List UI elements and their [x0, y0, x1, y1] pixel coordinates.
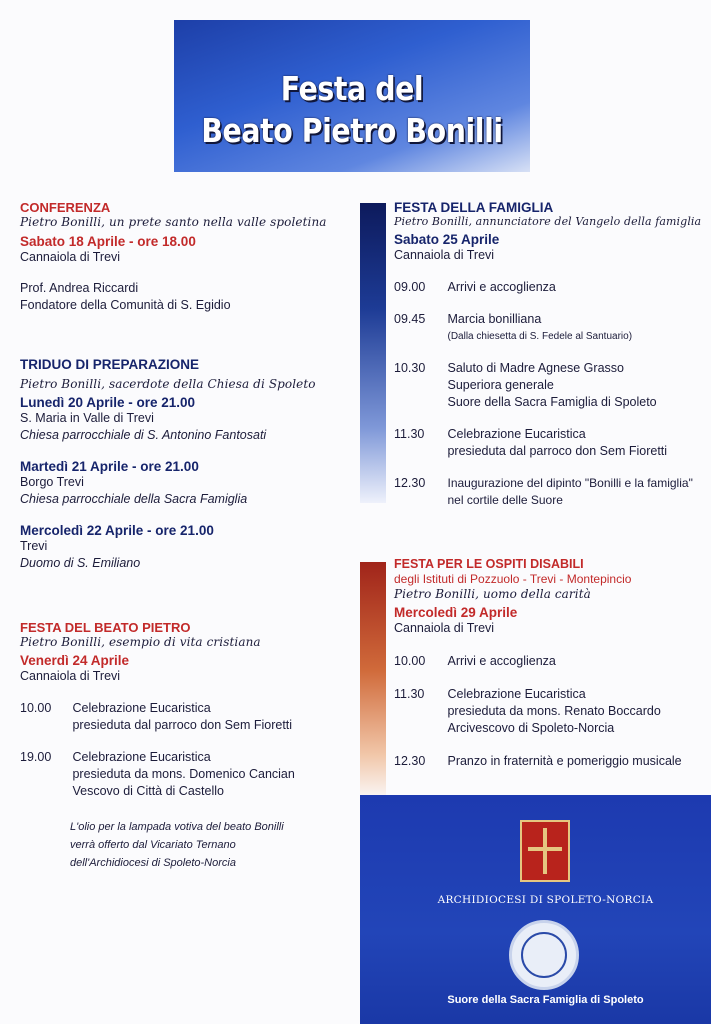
- conferenza-subtitle: Pietro Bonilli, un prete santo nella valle spoletina: [20, 215, 327, 229]
- schedule-row: [394, 279, 709, 296]
- triduo-place: Borgo Trevi: [20, 475, 84, 489]
- title-line-2: Beato Pietro Bonilli: [201, 111, 503, 150]
- schedule-text: Vescovo di Città di Castello: [72, 784, 224, 798]
- conferenza-section: [20, 200, 350, 314]
- archdiocese-name: ARCHIDIOCESI DI SPOLETO-NORCIA: [437, 894, 654, 906]
- festa-beato-subtitle: Pietro Bonilli, esempio di vita cristiana: [20, 635, 261, 649]
- schedule-text: Superiora generale: [447, 378, 554, 392]
- disabili-subtitle: Pietro Bonilli, uomo della carità: [394, 587, 591, 601]
- triduo-church: Duomo di S. Emiliano: [20, 556, 141, 570]
- schedule-text: Inaugurazione del dipinto "Bonilli e la famiglia": [447, 476, 693, 490]
- festa-beato-place: Cannaiola di Trevi: [20, 669, 121, 683]
- schedule-row: [20, 749, 350, 800]
- schedule-text: presieduta dal parroco don Sem Fioretti: [72, 718, 293, 732]
- conferenza-speaker-role: Fondatore della Comunità di S. Egidio: [20, 298, 231, 312]
- famiglia-place: Cannaiola di Trevi: [394, 248, 495, 262]
- schedule-time: 12.30: [394, 476, 426, 490]
- schedule-subnote: (Dalla chiesetta di S. Fedele al Santuario): [447, 331, 633, 342]
- note-line: dell'Archidiocesi di Spoleto-Norcia: [70, 857, 236, 869]
- schedule-row: [394, 653, 709, 670]
- triduo-item: [20, 523, 350, 572]
- schedule-time: 11.30: [394, 427, 425, 441]
- schedule-row: [394, 360, 709, 411]
- archdiocese-coat-of-arms-icon: [520, 820, 570, 882]
- schedule-time: 19.00: [20, 750, 52, 764]
- famiglia-section: [394, 200, 709, 509]
- schedule-text: Arrivi e accoglienza: [447, 280, 556, 294]
- schedule-text: Celebrazione Eucaristica: [72, 701, 211, 715]
- note-line: verrà offerto dal Vicariato Ternano: [70, 839, 236, 851]
- triduo-section: [20, 357, 350, 572]
- festa-beato-section: [20, 620, 350, 872]
- triduo-church: Chiesa parrocchiale della Sacra Famiglia: [20, 492, 248, 506]
- conferenza-title: CONFERENZA: [20, 200, 111, 215]
- schedule-row: [20, 700, 350, 734]
- seal-inner-ring: [521, 932, 567, 978]
- disabili-title: FESTA PER LE OSPITI DISABILI: [394, 557, 584, 571]
- schedule-row: [394, 686, 709, 737]
- festa-beato-title: FESTA DEL BEATO PIETRO: [20, 620, 191, 635]
- schedule-time: 10.00: [20, 701, 52, 715]
- schedule-time: 09.00: [394, 280, 426, 294]
- schedule-text: Arcivescovo di Spoleto-Norcia: [447, 721, 615, 735]
- disabili-date: Mercoledì 29 Aprile: [394, 605, 518, 620]
- triduo-item: [20, 459, 350, 508]
- schedule-row: [394, 311, 709, 345]
- schedule-text: presieduta da mons. Renato Boccardo: [447, 704, 661, 718]
- famiglia-subtitle: Pietro Bonilli, annunciatore del Vangelo della famiglia: [394, 215, 702, 228]
- festa-beato-date: Venerdì 24 Aprile: [20, 653, 130, 668]
- triduo-date: Lunedì 20 Aprile - ore 21.00: [20, 395, 196, 410]
- oil-note: [70, 818, 350, 872]
- schedule-text: Suore della Sacra Famiglia di Spoleto: [447, 395, 657, 409]
- schedule-text: Celebrazione Eucaristica: [447, 687, 586, 701]
- schedule-text: Arrivi e accoglienza: [447, 654, 556, 668]
- schedule-row: [394, 753, 709, 770]
- triduo-title: TRIDUO DI PREPARAZIONE: [20, 357, 200, 372]
- triduo-item: [20, 395, 350, 444]
- disabili-color-bar: [360, 562, 386, 802]
- title-line-1: Festa del: [280, 69, 424, 108]
- famiglia-title: FESTA DELLA FAMIGLIA: [394, 200, 554, 215]
- famiglia-color-bar: [360, 203, 386, 503]
- schedule-row: [394, 475, 709, 509]
- triduo-place: Trevi: [20, 539, 48, 553]
- schedule-time: 09.45: [394, 312, 426, 326]
- triduo-date: Martedì 21 Aprile - ore 21.00: [20, 459, 199, 474]
- famiglia-date: Sabato 25 Aprile: [394, 232, 500, 247]
- disabili-institutes: degli Istituti di Pozzuolo - Trevi - Montepincio: [394, 572, 632, 586]
- schedule-text: Pranzo in fraternità e pomeriggio musicale: [447, 754, 682, 768]
- schedule-time: 12.30: [394, 754, 426, 768]
- triduo-church: Chiesa parrocchiale di S. Antonino Fantosati: [20, 428, 267, 442]
- conferenza-speaker: Prof. Andrea Riccardi: [20, 281, 139, 295]
- schedule-text: Marcia bonilliana: [447, 312, 542, 326]
- note-line: L'olio per la lampada votiva del beato Bonilli: [70, 821, 284, 833]
- triduo-subtitle: Pietro Bonilli, sacerdote della Chiesa di Spoleto: [20, 377, 316, 391]
- schedule-time: 10.00: [394, 654, 426, 668]
- triduo-place: S. Maria in Valle di Trevi: [20, 411, 154, 425]
- schedule-time: 10.30: [394, 361, 426, 375]
- conferenza-date: Sabato 18 Aprile - ore 18.00: [20, 234, 196, 249]
- triduo-date: Mercoledì 22 Aprile - ore 21.00: [20, 523, 214, 538]
- schedule-row: [394, 426, 709, 460]
- schedule-text: Celebrazione Eucaristica: [447, 427, 586, 441]
- title-banner: [174, 20, 530, 172]
- schedule-text: nel cortile delle Suore: [447, 493, 563, 507]
- conferenza-place: Cannaiola di Trevi: [20, 250, 121, 264]
- disabili-section: [394, 557, 709, 770]
- schedule-text: presieduta dal parroco don Sem Fioretti: [447, 444, 668, 458]
- schedule-text: Celebrazione Eucaristica: [72, 750, 211, 764]
- schedule-text: presieduta da mons. Domenico Cancian: [72, 767, 295, 781]
- congregation-name: Suore della Sacra Famiglia di Spoleto: [447, 994, 644, 1006]
- schedule-time: 11.30: [394, 687, 425, 701]
- disabili-place: Cannaiola di Trevi: [394, 621, 495, 635]
- schedule-text: Saluto di Madre Agnese Grasso: [447, 361, 624, 375]
